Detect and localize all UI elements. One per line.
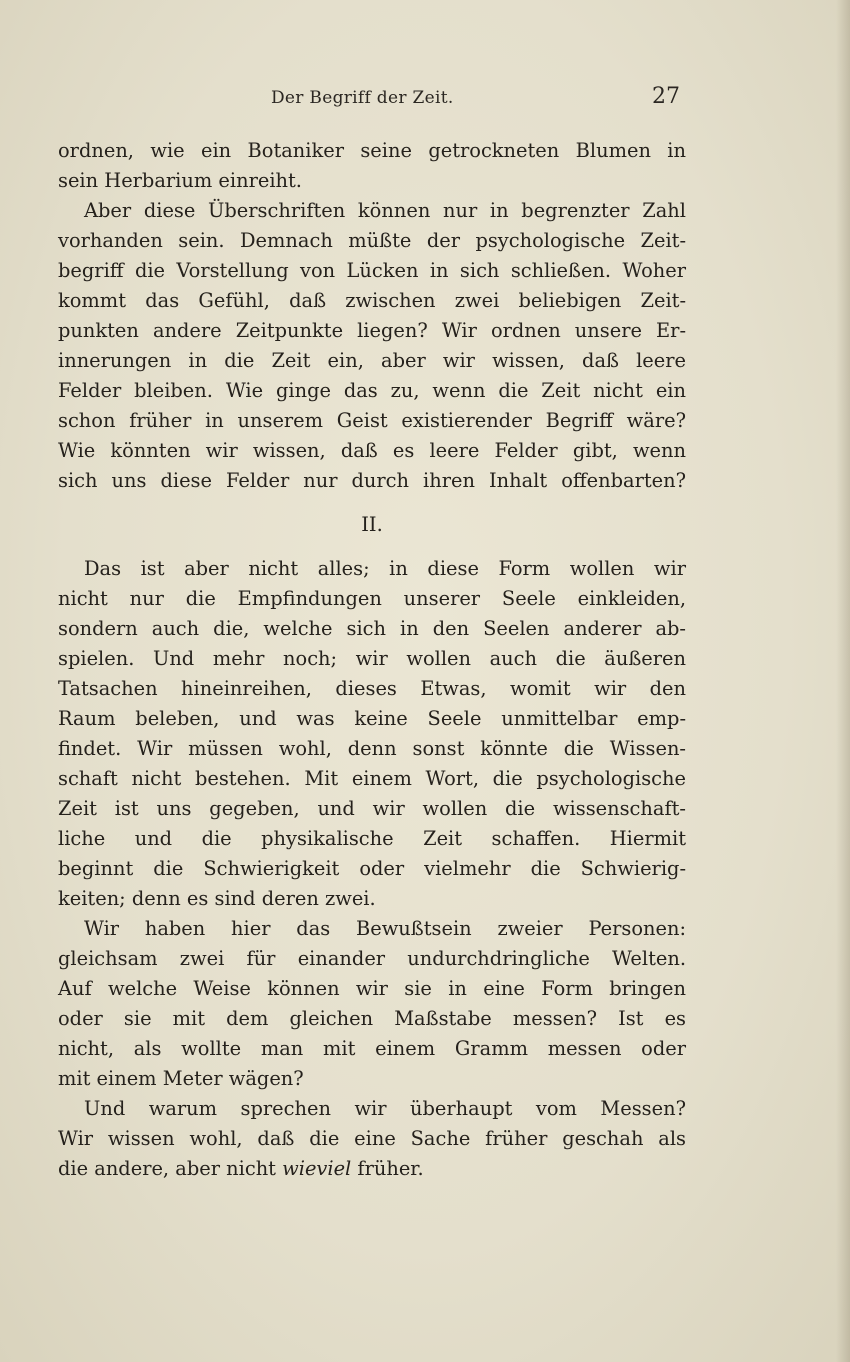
text-line: mit einem Meter wägen? [58, 1067, 304, 1090]
text-line: Wir haben hier das Bewußtsein zweier Personen: [84, 917, 686, 940]
paragraph [58, 196, 686, 496]
text-line: schon früher in unserem Geist existierender Begriff wäre? [58, 409, 686, 432]
text-line: kommt das Gefühl, daß zwischen zwei beliebigen Zeit- [58, 289, 686, 312]
page-header [56, 86, 686, 116]
emphasized-word: wieviel [282, 1157, 352, 1180]
running-title: Der Begriff der Zeit. [271, 88, 454, 108]
text-line: Und warum sprechen wir überhaupt vom Messen? [84, 1097, 686, 1120]
text-line: beginnt die Schwierigkeit oder vielmehr die Schwierig- [58, 857, 686, 880]
text-line: nicht, als wollte man mit einem Gramm messen oder [58, 1037, 686, 1060]
text-line: schaft nicht bestehen. Mit einem Wort, die psychologische [58, 767, 686, 790]
text-line: Das ist aber nicht alles; in diese Form wollen wir [84, 557, 686, 580]
text-segment: früher. [351, 1157, 424, 1180]
paragraph [58, 914, 686, 1094]
text-line: nicht nur die Empfindungen unserer Seele einkleiden, [58, 587, 686, 610]
text-line: innerungen in die Zeit ein, aber wir wissen, daß leere [58, 349, 686, 372]
text-line: Wir wissen wohl, daß die eine Sache früher geschah als [58, 1127, 686, 1150]
text-line: Tatsachen hineinreihen, dieses Etwas, womit wir den [58, 677, 686, 700]
text-line: liche und die physikalische Zeit schaffen. Hiermit [58, 827, 686, 850]
text-line: Zeit ist uns gegeben, und wir wollen die wissenschaft- [58, 797, 686, 820]
text-segment: die andere, aber nicht [58, 1157, 283, 1180]
page-edge-shadow [836, 0, 850, 1362]
text-line: begriff die Vorstellung von Lücken in sich schließen. Woher [58, 259, 686, 282]
text-line: ordnen, wie ein Botaniker seine getrockneten Blumen in [58, 139, 686, 162]
page-number: 27 [652, 84, 680, 109]
text-line-with-emphasis [58, 1154, 686, 1184]
text-line: oder sie mit dem gleichen Maßstabe messen? Ist es [58, 1007, 686, 1030]
text-line: keiten; denn es sind deren zwei. [58, 887, 376, 910]
text-line: findet. Wir müssen wohl, denn sonst könnte die Wissen- [58, 737, 686, 760]
text-line: punkten andere Zeitpunkte liegen? Wir ordnen unsere Er- [58, 319, 686, 342]
text-line: Aber diese Überschriften können nur in begrenzter Zahl [84, 199, 686, 222]
text-line: sein Herbarium einreiht. [58, 169, 302, 192]
text-line: spielen. Und mehr noch; wir wollen auch die äußeren [58, 647, 686, 670]
paragraph [58, 136, 686, 196]
text-line: sondern auch die, welche sich in den Seelen anderer ab- [58, 617, 686, 640]
text-line: Felder bleiben. Wie ginge das zu, wenn die Zeit nicht ein [58, 379, 686, 402]
text-line: gleichsam zwei für einander undurchdringliche Welten. [58, 947, 686, 970]
text-line: vorhanden sein. Demnach müßte der psychologische Zeit- [58, 229, 686, 252]
text-line: Auf welche Weise können wir sie in eine Form bringen [58, 977, 686, 1000]
section-heading: II. [361, 513, 383, 536]
text-line: Raum beleben, und was keine Seele unmittelbar emp- [58, 707, 686, 730]
paragraph [58, 1094, 686, 1184]
text-line: Wie könnten wir wissen, daß es leere Felder gibt, wenn [58, 439, 686, 462]
page-body [58, 136, 686, 1184]
text-line: sich uns diese Felder nur durch ihren Inhalt offenbarten? [58, 469, 686, 492]
paragraph [58, 554, 686, 914]
